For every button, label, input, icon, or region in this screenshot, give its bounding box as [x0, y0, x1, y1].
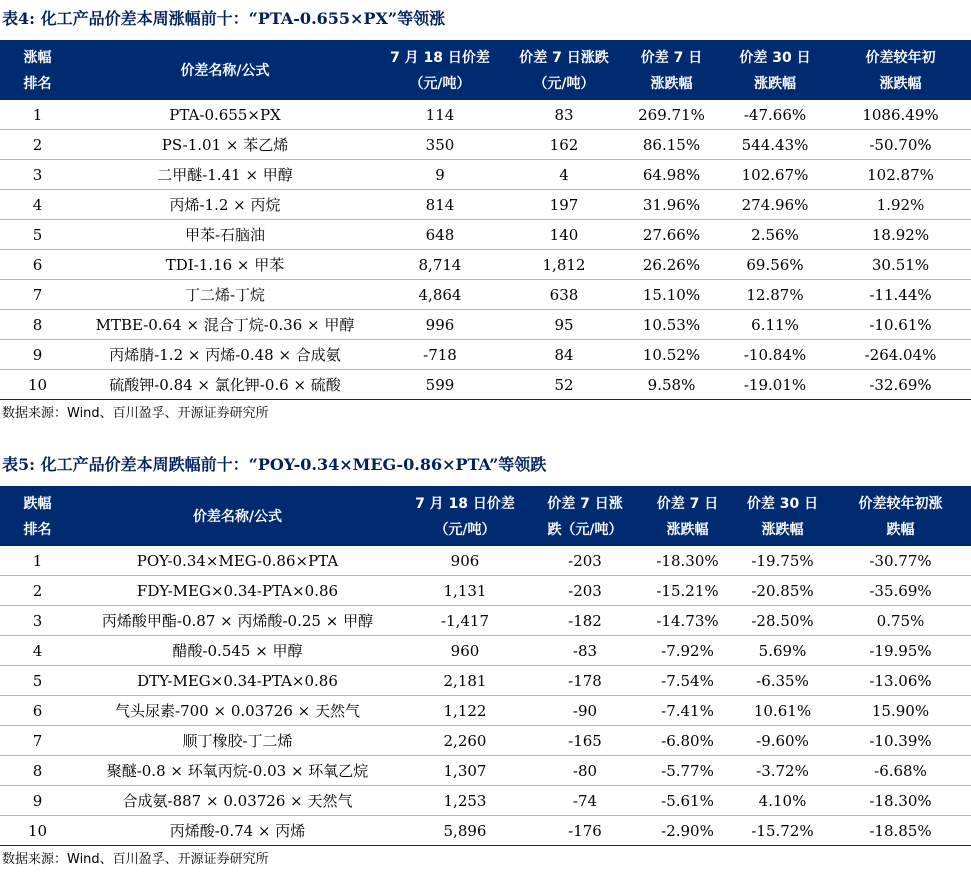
cell-pct-30d: 2.56%: [751, 226, 799, 244]
header-text: 涨跌幅: [761, 522, 804, 538]
header-text: 涨跌幅: [666, 522, 709, 538]
cell-spread-value: 648: [425, 226, 455, 244]
cell-pct-ytd: -50.70%: [869, 136, 932, 154]
cell-spread-name: PTA-0.655×PX: [169, 106, 281, 124]
header-text: 涨跌幅: [650, 76, 693, 92]
header-text: （元/吨）: [533, 76, 595, 92]
cell-pct-7d: 64.98%: [642, 166, 701, 184]
cell-spread-name: 气头尿素-700 × 0.03726 × 天然气: [115, 702, 360, 720]
cell-spread-value: 2,260: [443, 732, 487, 750]
cell-pct-ytd: -18.85%: [869, 822, 932, 840]
header-pct-ytd: [830, 40, 971, 100]
header-text: 涨跌幅: [754, 76, 796, 92]
cell-pct-30d: -47.66%: [743, 106, 807, 124]
header-text: 排名: [23, 76, 52, 92]
cell-pct-30d: 5.69%: [758, 642, 807, 660]
cell-rank: 5: [32, 226, 43, 244]
cell-pct-ytd: 18.92%: [871, 226, 930, 244]
header-text: 跌（元/吨）: [547, 522, 623, 538]
table-header: [0, 486, 971, 546]
header-pct-ytd: [830, 486, 971, 546]
cell-pct-7d: -18.30%: [656, 552, 719, 570]
cell-pct-7d: 26.26%: [642, 256, 701, 274]
cell-rank: 4: [32, 196, 43, 214]
cell-spread-value: -718: [423, 346, 457, 364]
table-row: [0, 370, 971, 400]
header-rank: [0, 40, 75, 100]
cell-change-7d: -203: [568, 552, 602, 570]
cell-pct-ytd: -13.06%: [869, 672, 932, 690]
cell-pct-30d: 4.10%: [758, 792, 807, 810]
cell-spread-value: 599: [425, 376, 455, 394]
cell-spread-name: DTY-MEG×0.34-PTA×0.86: [137, 672, 338, 690]
cell-rank: 10: [27, 822, 48, 840]
header-text: 排名: [23, 522, 52, 538]
table-row: [0, 636, 971, 666]
cell-pct-ytd: 102.87%: [867, 166, 934, 184]
cell-change-7d: 83: [554, 106, 574, 124]
cell-pct-30d: 274.96%: [741, 196, 809, 214]
cell-pct-ytd: -18.30%: [869, 792, 932, 810]
cell-spread-value: 8,714: [418, 256, 462, 274]
cell-change-7d: -80: [572, 762, 598, 780]
cell-spread-name: 丙烯腈-1.2 × 丙烯-0.48 × 合成氨: [109, 346, 341, 364]
header-text: 价差名称/公式: [180, 63, 270, 79]
cell-pct-7d: 15.10%: [642, 286, 701, 304]
cell-spread-name: 丁二烯-丁烷: [184, 286, 266, 304]
cell-change-7d: -74: [572, 792, 598, 810]
cell-spread-name: 合成氨-887 × 0.03726 × 天然气: [122, 792, 353, 810]
table-row: [0, 340, 971, 370]
table-body: [0, 100, 971, 400]
cell-change-7d: -176: [568, 822, 602, 840]
table-body: [0, 546, 971, 846]
cell-pct-30d: -19.01%: [743, 376, 807, 394]
cell-spread-name: 二甲醚-1.41 × 甲醇: [157, 166, 293, 184]
header-text: 价差 7 日涨: [547, 496, 623, 512]
cell-spread-name: 醋酸-0.545 × 甲醇: [172, 642, 303, 660]
cell-pct-30d: 544.43%: [741, 136, 809, 154]
data-source-note: 数据来源：Wind、百川盈孚、开源证券研究所: [2, 852, 269, 867]
cell-pct-ytd: -264.04%: [864, 346, 937, 364]
header-text: 跌幅: [23, 496, 52, 512]
cell-pct-30d: -20.85%: [751, 582, 814, 600]
cell-pct-7d: 31.96%: [642, 196, 701, 214]
cell-rank: 8: [32, 762, 43, 780]
table-row: [0, 130, 971, 160]
cell-pct-ytd: 0.75%: [876, 612, 925, 630]
cell-spread-name: POY-0.34×MEG-0.86×PTA: [136, 552, 339, 570]
table-header: [0, 40, 971, 100]
cell-change-7d: 84: [554, 346, 574, 364]
cell-spread-name: TDI-1.16 × 甲苯: [165, 256, 285, 274]
header-spread-name: [75, 486, 400, 546]
cell-pct-30d: -3.72%: [756, 762, 809, 780]
cell-rank: 6: [32, 702, 43, 720]
header-text: 7 月 18 日价差: [390, 50, 490, 66]
cell-pct-ytd: -35.69%: [869, 582, 932, 600]
cell-change-7d: 162: [549, 136, 579, 154]
cell-pct-7d: 10.53%: [642, 316, 701, 334]
cell-pct-7d: 86.15%: [642, 136, 701, 154]
cell-rank: 1: [32, 552, 43, 570]
header-text: 涨幅: [23, 50, 52, 66]
cell-pct-7d: 27.66%: [642, 226, 701, 244]
cell-pct-ytd: 15.90%: [871, 702, 930, 720]
table-row: [0, 100, 971, 130]
header-change-7d: [505, 40, 623, 100]
cell-pct-7d: -14.73%: [656, 612, 719, 630]
cell-pct-30d: 69.56%: [746, 256, 804, 274]
cell-spread-name: 顺丁橡胶-丁二烯: [182, 732, 293, 750]
header-text: 价差 30 日: [739, 50, 811, 66]
cell-pct-30d: 10.61%: [753, 702, 812, 720]
cell-spread-name: 甲苯-石脑油: [184, 226, 266, 244]
table-row: [0, 250, 971, 280]
cell-spread-value: 5,896: [443, 822, 487, 840]
cell-pct-30d: -9.60%: [756, 732, 809, 750]
table-row: [0, 726, 971, 756]
header-text: 价差 7 日: [640, 50, 703, 66]
cell-spread-name: FDY-MEG×0.34-PTA×0.86: [136, 582, 339, 600]
cell-rank: 2: [32, 136, 43, 154]
data-source-note: 数据来源：Wind、百川盈孚、开源证券研究所: [2, 406, 269, 421]
header-text: 7 月 18 日价差: [415, 496, 515, 512]
cell-rank: 1: [32, 106, 43, 124]
table-row: [0, 280, 971, 310]
cell-pct-ytd: -11.44%: [869, 286, 932, 304]
cell-pct-30d: -19.75%: [751, 552, 814, 570]
cell-pct-7d: -7.92%: [661, 642, 714, 660]
header-text: 价差较年初涨: [858, 496, 943, 512]
cell-rank: 8: [32, 316, 43, 334]
cell-spread-value: 350: [425, 136, 455, 154]
cell-pct-7d: -7.41%: [661, 702, 714, 720]
table-title: 表4: 化工产品价差本周涨幅前十：“PTA-0.655×PX”等领涨: [2, 9, 446, 28]
cell-spread-name: 聚醚-0.8 × 环氧丙烷-0.03 × 环氧乙烷: [106, 762, 369, 780]
table-row: [0, 220, 971, 250]
cell-pct-7d: -5.77%: [661, 762, 714, 780]
table-row: [0, 756, 971, 786]
cell-change-7d: 95: [554, 316, 574, 334]
header-text: 价差 30 日: [746, 496, 819, 512]
cell-spread-value: 9: [435, 166, 445, 184]
cell-rank: 3: [32, 166, 43, 184]
cell-spread-value: 4,864: [418, 286, 462, 304]
table-row: [0, 310, 971, 340]
cell-rank: 3: [32, 612, 43, 630]
header-text: 价差 7 日涨跌: [519, 50, 609, 66]
cell-change-7d: -203: [568, 582, 602, 600]
header-pct-7d: [640, 486, 735, 546]
cell-spread-value: 1,307: [443, 762, 487, 780]
table-row: [0, 576, 971, 606]
cell-rank: 6: [32, 256, 43, 274]
header-text: 价差 7 日: [656, 496, 719, 512]
cell-rank: 9: [32, 346, 43, 364]
cell-pct-ytd: -10.61%: [869, 316, 932, 334]
table-row: [0, 696, 971, 726]
header-pct-7d: [623, 40, 720, 100]
table-row: [0, 546, 971, 576]
cell-pct-7d: 10.52%: [642, 346, 701, 364]
cell-change-7d: 52: [554, 376, 574, 394]
table-row: [0, 160, 971, 190]
cell-pct-7d: -15.21%: [656, 582, 719, 600]
cell-spread-value: 114: [425, 106, 455, 124]
cell-change-7d: 140: [549, 226, 579, 244]
cell-pct-30d: -6.35%: [756, 672, 809, 690]
cell-pct-30d: -15.72%: [751, 822, 814, 840]
cell-pct-ytd: -19.95%: [869, 642, 932, 660]
table-row: [0, 666, 971, 696]
cell-pct-30d: 102.67%: [741, 166, 809, 184]
cell-spread-name: PS-1.01 × 苯乙烯: [161, 136, 289, 154]
cell-change-7d: 197: [549, 196, 579, 214]
table-row: [0, 190, 971, 220]
cell-spread-value: 1,131: [443, 582, 487, 600]
header-pct-30d: [720, 40, 830, 100]
cell-pct-30d: -10.84%: [743, 346, 807, 364]
cell-pct-30d: 6.11%: [751, 316, 799, 334]
cell-rank: 7: [32, 732, 43, 750]
cell-change-7d: 4: [559, 166, 569, 184]
table-row: [0, 786, 971, 816]
header-spread-name: [75, 40, 375, 100]
cell-pct-7d: 269.71%: [638, 106, 705, 124]
table-title: 表5: 化工产品价差本周跌幅前十：“POY-0.34×MEG-0.86×PTA”等领跌: [2, 455, 547, 474]
cell-pct-ytd: 1.92%: [876, 196, 925, 214]
cell-spread-value: 1,122: [443, 702, 487, 720]
cell-pct-ytd: -10.39%: [869, 732, 932, 750]
cell-change-7d: -178: [568, 672, 602, 690]
header-text: （元/吨）: [409, 76, 471, 92]
table-section-gainers: [0, 0, 971, 428]
cell-spread-value: -1,417: [440, 612, 489, 630]
cell-spread-name: MTBE-0.64 × 混合丁烷-0.36 × 甲醇: [95, 316, 355, 334]
cell-change-7d: -83: [572, 642, 598, 660]
cell-rank: 10: [27, 376, 48, 394]
cell-pct-ytd: 30.51%: [871, 256, 930, 274]
header-text: 涨跌幅: [879, 76, 922, 92]
cell-rank: 2: [32, 582, 43, 600]
cell-pct-7d: 9.58%: [647, 376, 696, 394]
table-row: [0, 816, 971, 846]
cell-change-7d: -90: [572, 702, 598, 720]
header-text: 价差较年初: [865, 50, 936, 66]
cell-spread-value: 996: [425, 316, 455, 334]
cell-pct-7d: -2.90%: [661, 822, 714, 840]
header-text: 跌幅: [886, 522, 915, 538]
cell-spread-value: 814: [425, 196, 455, 214]
cell-pct-30d: 12.87%: [746, 286, 804, 304]
header-change-7d: [530, 486, 640, 546]
cell-change-7d: 638: [549, 286, 579, 304]
cell-rank: 9: [32, 792, 43, 810]
header-pct-30d: [735, 486, 830, 546]
table-section-losers: [0, 446, 971, 874]
cell-spread-name: 丙烯酸-0.74 × 丙烯: [169, 822, 306, 840]
cell-spread-value: 2,181: [443, 672, 487, 690]
cell-pct-30d: -28.50%: [751, 612, 814, 630]
header-spread-value: [375, 40, 505, 100]
cell-pct-7d: -7.54%: [661, 672, 714, 690]
cell-pct-7d: -6.80%: [661, 732, 714, 750]
header-text: 价差名称/公式: [192, 509, 283, 525]
cell-change-7d: 1,812: [542, 256, 586, 274]
cell-pct-ytd: -6.68%: [874, 762, 927, 780]
cell-pct-7d: -5.61%: [661, 792, 714, 810]
header-rank: [0, 486, 75, 546]
cell-rank: 5: [32, 672, 43, 690]
cell-pct-ytd: -32.69%: [869, 376, 932, 394]
cell-spread-name: 丙烯酸甲酯-0.87 × 丙烯酸-0.25 × 甲醇: [101, 612, 374, 630]
table-row: [0, 606, 971, 636]
cell-spread-value: 960: [450, 642, 480, 660]
cell-pct-ytd: 1086.49%: [862, 106, 939, 124]
cell-spread-value: 906: [450, 552, 480, 570]
cell-rank: 7: [32, 286, 43, 304]
cell-change-7d: -165: [568, 732, 602, 750]
cell-change-7d: -182: [568, 612, 602, 630]
cell-spread-name: 丙烯-1.2 × 丙烷: [169, 196, 281, 214]
cell-spread-value: 1,253: [443, 792, 487, 810]
cell-pct-ytd: -30.77%: [869, 552, 932, 570]
header-spread-value: [400, 486, 530, 546]
cell-rank: 4: [32, 642, 43, 660]
header-text: （元/吨）: [434, 522, 496, 538]
cell-spread-name: 硫酸钾-0.84 × 氯化钾-0.6 × 硫酸: [109, 376, 341, 394]
